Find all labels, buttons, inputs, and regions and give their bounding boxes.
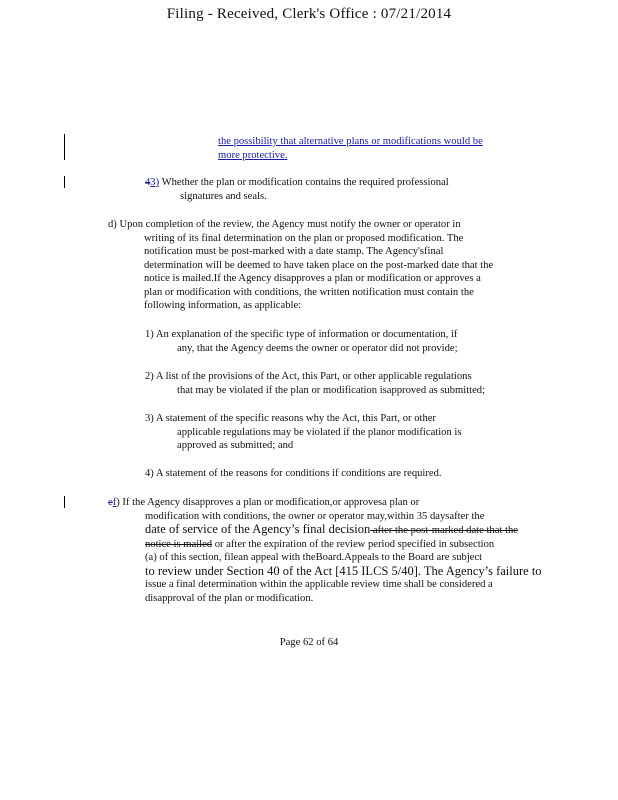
- paragraph-f: [108, 496, 542, 605]
- inserted-line: the possibility that alternative plans or modifications would be: [218, 136, 483, 147]
- inserted-label: f: [112, 497, 117, 508]
- paragraph-line: d) Upon completion of the review, the Agency must notify the owner or operator in: [108, 219, 461, 230]
- paragraph-line: (a) of this section, filean appeal with theBoard.Appeals to the Board are subject: [145, 552, 483, 563]
- inserted-phrase: date of service of the Agency’s final decision: [145, 522, 371, 536]
- filing-header: Filing - Received, Clerk's Office : 07/21/2014: [166, 6, 452, 22]
- revision-bar-top: [64, 134, 65, 160]
- page-total: 64: [327, 637, 339, 648]
- inserted-text-top: [218, 135, 483, 162]
- paragraph-line: ) If the Agency disapproves a plan or modification,or approvesa plan or: [116, 497, 420, 508]
- revision-bar-item-e: [64, 176, 65, 188]
- paragraph-line: following information, as applicable:: [144, 300, 302, 311]
- revision-bar-item-f: [64, 496, 65, 508]
- page-number: 62: [302, 637, 314, 648]
- sub-item-3: [145, 412, 461, 453]
- paragraph-line: modification with conditions, the owner or operator may,within 35 daysafter the: [145, 510, 485, 522]
- inserted-number: 3: [150, 177, 156, 188]
- page-footer: [0, 637, 618, 648]
- sub-item-line: that may be violated if the plan or modification isapproved as submitted;: [177, 384, 486, 396]
- sub-item-1: [145, 328, 458, 355]
- paragraph-d: [108, 218, 493, 313]
- paragraph-line: determination will be deemed to have taken place on the post-marked date that the: [144, 259, 494, 271]
- sub-item-line: approved as submitted; and: [177, 440, 294, 451]
- sub-item-line: any, that the Agency deems the owner or operator did not provide;: [177, 342, 458, 354]
- deleted-phrase: after the post-marked date that the: [370, 525, 518, 536]
- item-signatures: [145, 176, 449, 203]
- sub-item-line: applicable regulations may be violated if the planor modification is: [177, 426, 462, 438]
- paragraph-line: plan or modification with conditions, the written notification must contain the: [144, 286, 474, 298]
- paragraph-line: writing of its final determination on the plan or proposed modification. The: [144, 232, 464, 244]
- inserted-line: more protective.: [218, 149, 288, 161]
- sub-item-4: [145, 467, 442, 481]
- paragraph-line: or after the expiration of the review period specified in subsection: [212, 538, 495, 550]
- paragraph-line: issue a final determination within the applicable review time shall be considered a: [145, 579, 493, 590]
- page-label: Page: [279, 637, 301, 648]
- deleted-phrase: notice is mailed: [145, 538, 213, 550]
- sub-item-line: 2) A list of the provisions of the Act, this Part, or other applicable regulations: [145, 371, 472, 382]
- sub-item-line: 4) A statement of the reasons for conditions if conditions are required.: [145, 468, 442, 479]
- inserted-line: to review under Section 40 of the Act [415 ILCS 5/40]. The Agency’s failure to: [145, 563, 542, 578]
- deleted-label: e: [108, 497, 113, 508]
- item-text: signatures and seals.: [180, 190, 267, 202]
- deleted-number: 4: [145, 177, 151, 188]
- paragraph-line: notice is mailed.If the Agency disapproves a plan or modification or approves a: [144, 273, 481, 284]
- sub-item-line: 1) An explanation of the specific type of information or documentation, if: [145, 329, 458, 340]
- sub-item-2: [145, 370, 485, 397]
- sub-item-line: 3) A statement of the specific reasons why the Act, this Part, or other: [145, 413, 436, 424]
- item-text: Whether the plan or modification contains the required professional: [159, 177, 449, 188]
- paren: ): [155, 177, 160, 188]
- paragraph-line: notification must be post-marked with a date stamp. The Agency'sfinal: [144, 246, 444, 257]
- of-label: of: [316, 637, 326, 648]
- paragraph-line: disapproval of the plan or modification.: [145, 592, 314, 604]
